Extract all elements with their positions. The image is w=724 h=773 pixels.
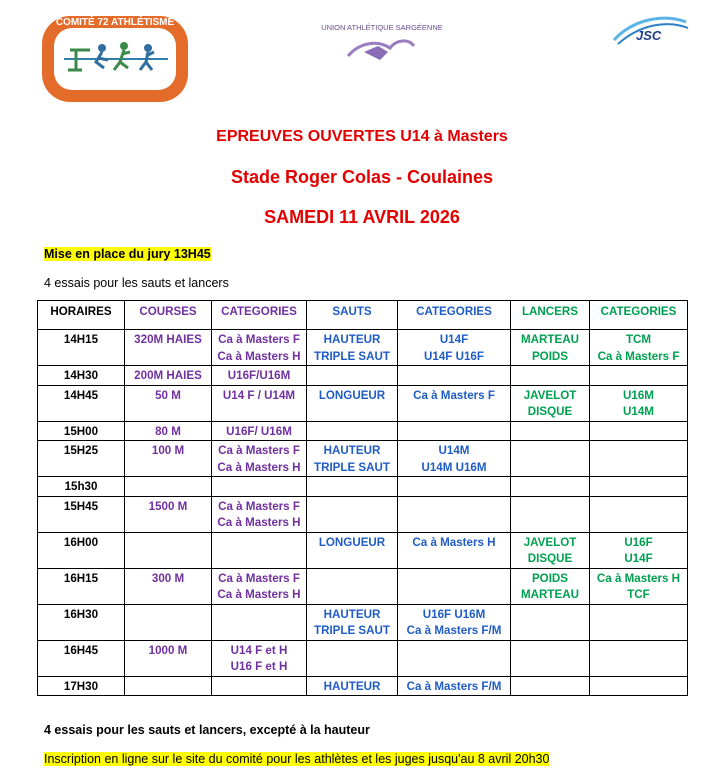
cell-sauts [307, 640, 398, 676]
comite-72-logo-text: COMITÉ 72 ATHLÉTISME [55, 17, 175, 28]
cell-line: JAVELOT [523, 535, 577, 549]
cell-categories-lancers [590, 676, 688, 696]
cell-line: Ca à Masters H [217, 588, 301, 601]
cell-line: 1000 M [148, 643, 188, 657]
cell-lancers [511, 421, 590, 441]
cell-courses [125, 676, 212, 696]
cell-sauts [307, 330, 398, 366]
cell-horaire [38, 330, 125, 366]
cell-horaire [38, 568, 125, 604]
cell-line: U14M [438, 444, 470, 457]
cell-categories-sauts [398, 441, 511, 477]
cell-line: U16M [623, 388, 654, 402]
cell-line: MARTEAU [521, 333, 579, 346]
cell-line: Ca à Masters H [596, 571, 681, 585]
cell-line: DISQUE [527, 552, 573, 565]
cell-categories-lancers [590, 477, 688, 497]
cell-courses [125, 532, 212, 568]
table-row [38, 640, 688, 676]
header-courses: COURSES [125, 301, 212, 330]
cell-line: HAUTEUR [323, 333, 381, 346]
cell-line: U16F/U16M [227, 369, 291, 382]
cell-courses [125, 640, 212, 676]
inscription-note: Inscription en ligne sur le site du comité pour les athlètes et les juges jusqu'au 8 avril 20h30 [44, 752, 550, 766]
cell-lancers [511, 385, 590, 421]
cell-horaire [38, 385, 125, 421]
cell-line: 15H00 [63, 424, 99, 438]
cell-courses [125, 385, 212, 421]
cell-categories-lancers [590, 385, 688, 421]
cell-categories-courses [212, 496, 307, 532]
table-row [38, 421, 688, 441]
cell-lancers [511, 532, 590, 568]
cell-line: U14F U16F [424, 349, 484, 363]
cell-line: LONGUEUR [318, 535, 386, 549]
essais-footer-note: 4 essais pour les sauts et lancers, excepté à la hauteur [44, 723, 370, 737]
cell-categories-lancers [590, 441, 688, 477]
cell-categories-sauts [398, 604, 511, 640]
cell-horaire [38, 532, 125, 568]
table-row [38, 441, 688, 477]
cell-line: Ca à Masters H [217, 349, 301, 363]
cell-categories-courses [212, 568, 307, 604]
cell-line: MARTEAU [521, 588, 579, 601]
cell-categories-courses [212, 532, 307, 568]
cell-line: U14 F et H [230, 643, 288, 657]
table-row [38, 496, 688, 532]
cell-sauts [307, 441, 398, 477]
cell-line: U14F [624, 552, 653, 565]
cell-categories-lancers [590, 568, 688, 604]
cell-line: POIDS [531, 349, 569, 363]
cell-courses [125, 477, 212, 497]
cell-line: 17H30 [63, 679, 99, 693]
header-sauts: SAUTS [307, 301, 398, 330]
cell-lancers [511, 330, 590, 366]
jsc-logo [606, 12, 690, 48]
cell-line: Ca à Masters F [218, 499, 300, 513]
cell-line: Ca à Masters F [413, 388, 495, 402]
cell-horaire [38, 604, 125, 640]
cell-categories-courses [212, 676, 307, 696]
cell-line: Ca à Masters F [597, 349, 680, 363]
jury-note: Mise en place du jury 13H45 [44, 247, 211, 261]
cell-categories-courses [212, 640, 307, 676]
cell-line: Ca à Masters F [218, 571, 300, 585]
header-lancers: LANCERS [511, 301, 590, 330]
cell-line: TRIPLE SAUT [313, 349, 390, 363]
cell-line: Ca à Masters H [217, 516, 301, 529]
cell-categories-sauts [398, 385, 511, 421]
table-row [38, 385, 688, 421]
cell-categories-sauts [398, 496, 511, 532]
cell-courses [125, 330, 212, 366]
cell-horaire [38, 477, 125, 497]
cell-categories-sauts [398, 366, 511, 386]
cell-line: Ca à Masters F/M [406, 679, 502, 693]
cell-courses [125, 421, 212, 441]
cell-courses [125, 496, 212, 532]
table-row [38, 477, 688, 497]
table-row [38, 568, 688, 604]
cell-sauts [307, 496, 398, 532]
cell-categories-sauts [398, 568, 511, 604]
table-row [38, 532, 688, 568]
cell-line: U14M U16M [421, 460, 487, 474]
cell-line: HAUTEUR [323, 607, 381, 621]
cell-categories-sauts [398, 477, 511, 497]
cell-line: TCF [627, 588, 650, 601]
cell-line: DISQUE [527, 405, 573, 418]
cell-line: 200M HAIES [134, 369, 202, 382]
cell-line: 15H45 [63, 499, 99, 513]
cell-categories-courses [212, 366, 307, 386]
cell-lancers [511, 676, 590, 696]
cell-categories-courses [212, 385, 307, 421]
table-row [38, 676, 688, 696]
cell-line: U14F [439, 333, 469, 346]
header-categories-sauts: CATEGORIES [398, 301, 511, 330]
cell-line: Ca à Masters F [218, 333, 300, 346]
cell-line: TRIPLE SAUT [313, 624, 390, 637]
cell-horaire [38, 676, 125, 696]
cell-line: 16H00 [63, 535, 99, 549]
date-title: SAMEDI 11 AVRIL 2026 [264, 207, 460, 227]
cell-courses [125, 441, 212, 477]
cell-categories-sauts [398, 330, 511, 366]
cell-sauts [307, 568, 398, 604]
cell-line: U14M [623, 405, 654, 418]
cell-courses [125, 604, 212, 640]
cell-horaire [38, 421, 125, 441]
cell-categories-courses [212, 604, 307, 640]
jsc-logo-text: JSC [636, 28, 662, 43]
cell-line: U16 F et H [230, 660, 288, 673]
cell-horaire [38, 441, 125, 477]
cell-lancers [511, 496, 590, 532]
cell-categories-sauts [398, 640, 511, 676]
header-horaires: HORAIRES [38, 301, 125, 330]
cell-line: 14H30 [63, 369, 99, 382]
cell-line: 300 M [151, 571, 185, 585]
cell-line: TCM [625, 333, 652, 346]
cell-lancers [511, 640, 590, 676]
header-categories-courses: CATEGORIES [212, 301, 307, 330]
cell-categories-lancers [590, 604, 688, 640]
cell-line: JAVELOT [523, 388, 577, 402]
cell-line: HAUTEUR [323, 444, 381, 457]
comite-72-logo [40, 12, 190, 106]
cell-categories-lancers [590, 496, 688, 532]
essais-note: 4 essais pour les sauts et lancers [44, 276, 229, 290]
cell-horaire [38, 366, 125, 386]
cell-sauts [307, 532, 398, 568]
cell-line: 1500 M [148, 499, 188, 513]
cell-line: Ca à Masters F [218, 444, 300, 457]
cell-categories-lancers [590, 421, 688, 441]
cell-categories-courses [212, 421, 307, 441]
cell-line: 14H15 [63, 333, 99, 346]
cell-sauts [307, 366, 398, 386]
cell-categories-lancers [590, 330, 688, 366]
cell-line: 320M HAIES [134, 333, 202, 346]
schedule-table [37, 300, 688, 696]
cell-line: HAUTEUR [323, 679, 381, 693]
cell-line: U16F [624, 535, 653, 549]
event-title: EPREUVES OUVERTES U14 à Masters [216, 128, 508, 145]
cell-line: 14H45 [63, 388, 99, 402]
cell-line: U16F/ U16M [226, 424, 292, 438]
cell-horaire [38, 640, 125, 676]
header-categories-lancers: CATEGORIES [590, 301, 688, 330]
cell-categories-lancers [590, 532, 688, 568]
cell-sauts [307, 421, 398, 441]
cell-lancers [511, 477, 590, 497]
cell-line: 15h30 [64, 480, 98, 493]
venue-title: Stade Roger Colas - Coulaines [230, 167, 494, 187]
cell-categories-courses [212, 441, 307, 477]
cell-lancers [511, 604, 590, 640]
schedule-body [38, 330, 688, 696]
cell-sauts [307, 477, 398, 497]
usa-logo-text: UNION ATHLÉTIQUE SARGÉENNE [321, 23, 443, 32]
cell-line: Ca à Masters F/M [406, 624, 502, 637]
cell-line: U16F U16M [422, 607, 486, 621]
cell-line: 80 M [155, 424, 181, 438]
cell-line: 100 M [151, 444, 185, 457]
cell-line: POIDS [531, 571, 569, 585]
cell-categories-sauts [398, 676, 511, 696]
cell-categories-sauts [398, 421, 511, 441]
cell-line: 16H15 [63, 571, 99, 585]
cell-categories-courses [212, 330, 307, 366]
cell-line: Ca à Masters H [217, 460, 301, 474]
cell-line: 15H25 [63, 444, 99, 457]
table-row [38, 604, 688, 640]
cell-categories-lancers [590, 640, 688, 676]
table-row [38, 366, 688, 386]
union-athletique-sargeenne-logo [321, 16, 443, 78]
cell-sauts [307, 385, 398, 421]
cell-sauts [307, 676, 398, 696]
cell-sauts [307, 604, 398, 640]
cell-courses [125, 366, 212, 386]
cell-line: 16H30 [63, 607, 99, 621]
cell-courses [125, 568, 212, 604]
table-row [38, 330, 688, 366]
cell-lancers [511, 441, 590, 477]
cell-line: TRIPLE SAUT [313, 460, 390, 474]
cell-lancers [511, 366, 590, 386]
cell-line: 16H45 [63, 643, 99, 657]
cell-line: U14 F / U14M [222, 388, 296, 402]
cell-line: Ca à Masters H [412, 535, 496, 549]
cell-categories-lancers [590, 366, 688, 386]
cell-lancers [511, 568, 590, 604]
table-header-row [38, 301, 688, 330]
cell-categories-courses [212, 477, 307, 497]
cell-categories-sauts [398, 532, 511, 568]
cell-line: 50 M [155, 388, 181, 402]
cell-line: LONGUEUR [318, 388, 386, 402]
cell-horaire [38, 496, 125, 532]
